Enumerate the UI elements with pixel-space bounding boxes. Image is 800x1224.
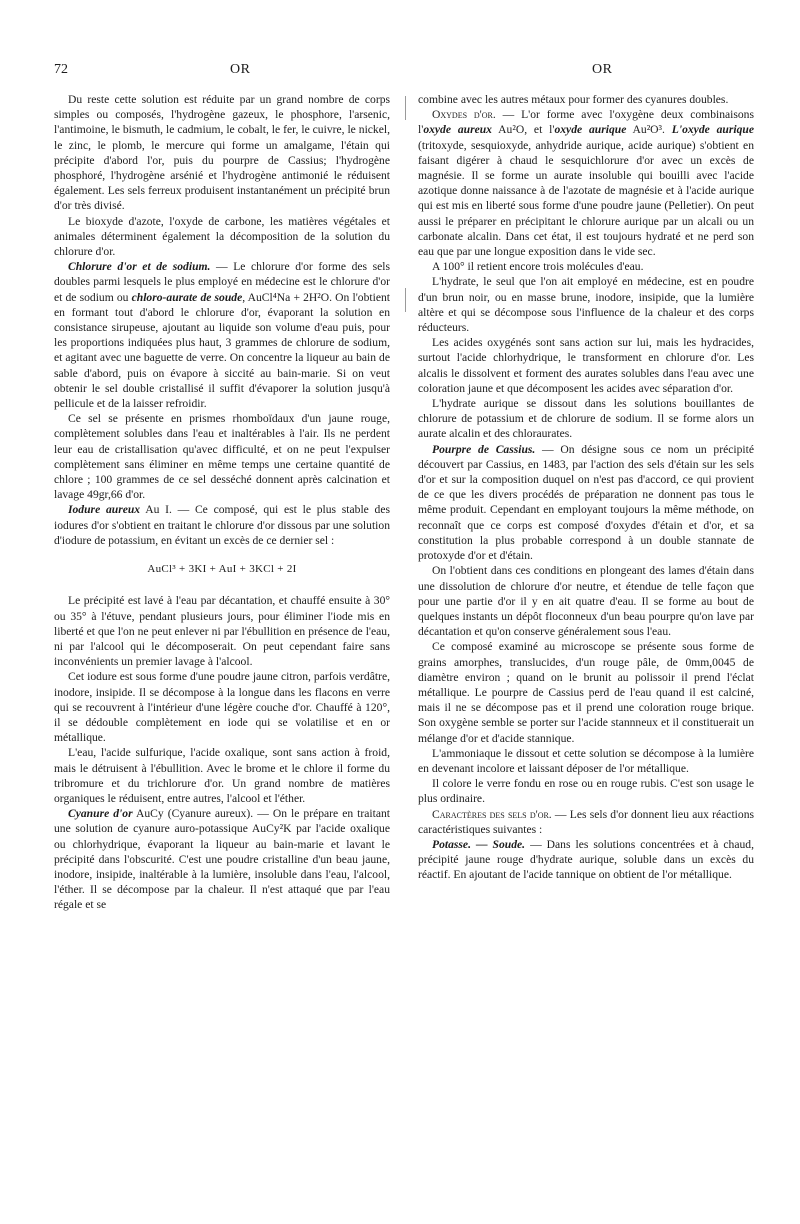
- paragraph: [54, 259, 390, 411]
- paragraph: Il colore le verre fondu en rose ou en rouge rubis. C'est son usage le plus ordinaire.: [418, 777, 754, 806]
- section-lead: Chlorure d'or et de sodium.: [68, 260, 211, 274]
- term: oxyde aureux: [423, 123, 492, 137]
- paragraph: L'eau, l'acide sulfurique, l'acide oxalique, sont sans action à froid, mais le détruisent à l'ébullition. Avec le brome et le chlore il forme du tribromure et du trichlorure d'or. Un grand nombre de matières organiques le réduisent, entre autres, l'alcool et l'éther.: [54, 746, 390, 805]
- term: L'oxyde aurique: [671, 123, 754, 137]
- paragraph: Du reste cette solution est réduite par un grand nombre de corps simples ou composés, l'hydrogène gazeux, le phosphore, l'arsenic, l'antimoine, le bismuth, le cadmium, le cobalt, le fer, le cuivre, le nickel, le zinc, le plomb, le mercure qui forme un amalgame, l'étain qui précipite d'abord l'or, puis du pourpre de Cassius; l'hydrogène phosphoré, l'hydrogène arsénié et l'hydrogène antimonié le réduisent également. Les sels ferreux produisent instantanément un précipité brun d'or très divisé.: [54, 93, 390, 213]
- paragraph: [418, 107, 754, 259]
- paragraph: [54, 806, 390, 912]
- left-column: [54, 92, 390, 913]
- chemical-equation: AuCl³ + 3KI + AuI + 3KCl + 2I: [147, 563, 297, 576]
- text: , AuCl⁴Na + 2H²O. On l'obtient en formant tout d'abord le chlorure d'or, évaporant la solution en consistance sirupeuse, ajoutant au liquide son volume d'eau puis, pour les proportions indiquées plus haut, 3 grammes de chlorure de sodium, et agitant avec une baguette de verre. On concentre la liqueur au bain de sable d'abord, puis on évapore à siccité au bain-marie. Si on veut obtenir le sel double cristallisé il suffit d'évaporer la solution jusqu'à pellicule et de la laisser refroidir.: [54, 290, 391, 411]
- paragraph: Ce composé examiné au microscope se présente sous forme de grains amorphes, translucides, d'un rouge pâle, de 0mm,0045 de diamètre environ ; quand on le brunit au polissoir il prend l'éclat métallique. Le pourpre de Cassius perd de l'eau quand il est calciné, mais il ne se décompose pas et il prend une coloration rouge brique. Son oxygène semble se porter sur l'acide stannneux et il constituerait un mélange d'or et d'acide stannique.: [418, 640, 754, 745]
- paragraph: Cet iodure est sous forme d'une poudre jaune citron, parfois verdâtre, inodore, insipide. Il se décompose à la longue dans les flacons en verre qui se recouvrent à l'intérieur d'une légère couche d'or. Chauffé à 120°, il se dédouble complètement en iode qui se volatilise et en or métallique.: [54, 670, 390, 745]
- paragraph: Les acides oxygénés sont sans action sur lui, mais les hydracides, surtout l'acide chlorhydrique, le transforment en chlorure d'or. Les alcalis le dissolvent et forment des aurates solubles dans l'eau avec une coloration jaune et que décomposent les acides avec séparation d'or.: [418, 336, 754, 395]
- right-column: [418, 92, 754, 883]
- paragraph: A 100° il retient encore trois molécules d'eau.: [432, 260, 644, 274]
- text: Au²O³.: [626, 123, 672, 137]
- text: Au I. — Ce composé, qui est le plus stable des iodures d'or s'obtient en traitant le chlorure d'or dissous par une solution d'iodure de potassium, en évitant un excès de ce dernier sel :: [54, 503, 391, 547]
- text: — L'or forme avec l'oxygène deux combinaisons l': [418, 108, 754, 137]
- term: chloro-aurate de soude: [131, 290, 243, 304]
- paragraph: Le bioxyde d'azote, l'oxyde de carbone, les matières végétales et animales déterminent également la décomposition de la solution du chlorure d'or.: [54, 214, 390, 259]
- text: Au²O, et l': [491, 123, 555, 137]
- paragraph: [418, 837, 754, 883]
- text: (tritoxyde, sesquioxyde, anhydride aurique, acide aurique) s'obtient en faisant digérer à chaud le sesquichlorure d'or avec un excès de magnésie. Il se forme un aurate insoluble qui bouilli avec l'acide azotique donne naissance à de l'azotate de magnésie et à l'acide aurique qui est mis en liberté sous forme d'une poudre jaune (Pelletier). On peut aussi le préparer en précipitant le chlorure aurique par un alcali ou un carbonate alcalin. Dans cet état, il est toujours hydraté et ne perd son eau que par une longue exposition dans le vide sec.: [418, 138, 754, 259]
- paragraph: Ce sel se présente en prismes rhomboïdaux d'un jaune rouge, complètement solubles dans l'eau et inaltérables à l'air. Ils ne perdent leur eau de cristallisation qu'avec difficulté, et on ne peut l'expulser complètement sans éliminer en même temps une certaine quantité de chlore ; 100 grammes de ce sel desséché donnent après calcination et lavage 49gr,66 d'or.: [54, 412, 390, 502]
- text: — Dans les solutions concentrées et à chaud, précipité jaune rouge d'hydrate aurique, soluble dans un excès du réactif. En ajoutant de l'acide tannique on obtient de l'or métallique.: [418, 837, 754, 882]
- column-divider: [405, 288, 406, 312]
- text: — Le chlorure d'or forme des sels doubles parmi lesquels le plus employé en médecine est le chlorure d'or et de sodium ou: [54, 260, 390, 304]
- column-divider: [405, 96, 406, 120]
- section-lead: Cyanure d'or: [68, 807, 133, 821]
- paragraph: Le précipité est lavé à l'eau par décantation, et chauffé ensuite à 30° ou 35° à l'étuve, pendant plusieurs jours, pour éliminer l'iode mis en liberté et que l'on ne peut enlever ni par l'ébullition en présence de l'eau, ni par l'alcool qui le décomposerait. On peut cependant faire sans inconvénients un premier lavage à l'alcool.: [54, 594, 390, 669]
- text: AuCy (Cyanure aureux). — On le prépare en traitant une solution de cyanure auro-potassique AuCy²K par l'acide oxalique ou chlorhydrique, évaporant la liqueur au bain-marie et lavant le précipité dans l'obscurité. C'est une poudre cristalline d'un beau jaune, inodore, insipide, inaltérable à la lumière, insoluble dans l'eau, l'alcool, l'éther. Il se décompose par la chaleur. Il n'est attaqué que par l'eau régale et se: [54, 807, 390, 912]
- page-number: 72: [54, 62, 68, 77]
- paragraph: On l'obtient dans ces conditions en plongeant des lames d'étain dans une dissolution de chlorure d'or neutre, et étendue de telle façon que pour une partie d'or il y en ait quatre d'eau. Il se forme au bout de quelques instants un dépôt floconneux d'un beau pourpre qu'on lave par décantation et qu'on conserve généralement sous l'eau.: [418, 564, 754, 639]
- paragraph: [418, 442, 754, 564]
- paragraph: L'hydrate, le seul que l'on ait employé en médecine, est en poudre d'un brun noir, ou en masse brune, inodore, insipide, que la lumière altère et qui se décompose sous l'influence de la chaleur et des corps réducteurs.: [418, 275, 754, 335]
- paragraph: [418, 807, 754, 837]
- paragraph: [54, 502, 390, 548]
- section-lead: Iodure aureux: [68, 503, 141, 517]
- running-head-right: OR: [592, 62, 613, 77]
- section-lead: Pourpre de Cassius.: [432, 442, 536, 456]
- paragraph: L'hydrate aurique se dissout dans les solutions bouillantes de chlorure de potassium et de chlorure de sodium. Il se forme alors un aurate alcalin et des chloraurates.: [418, 397, 754, 441]
- section-lead: Potasse. — Soude.: [432, 837, 526, 851]
- section-lead: Caractères des sels d'or.: [432, 807, 552, 821]
- section-lead: Oxydes d'or.: [432, 108, 496, 122]
- running-head-left: OR: [230, 62, 251, 77]
- paragraph: combine avec les autres métaux pour former des cyanures doubles.: [418, 93, 729, 106]
- term: oxyde aurique: [554, 123, 627, 137]
- paragraph: L'ammoniaque le dissout et cette solution se décompose à la lumière en devenant incolore et laissant déposer de l'or métallique.: [418, 746, 754, 775]
- text: — Les sels d'or donnent lieu aux réactions caractéristiques suivantes :: [418, 807, 755, 836]
- text: — On désigne sous ce nom un précipité découvert par Cassius, en 1483, par l'action des sels d'étain sur les sels d'or et sur la composition duquel on n'est pas d'accord, ce qui provient de ce que les divers procédés de préparation ne donnent pas tous le même produit. Cependant en employant toujours la même méthode, on reconnaît que ce corps est composé d'oxydes d'étain et d'or, et sa constitution la plus probable correspond à un double stannate de protoxyde d'or et d'étain.: [418, 442, 754, 563]
